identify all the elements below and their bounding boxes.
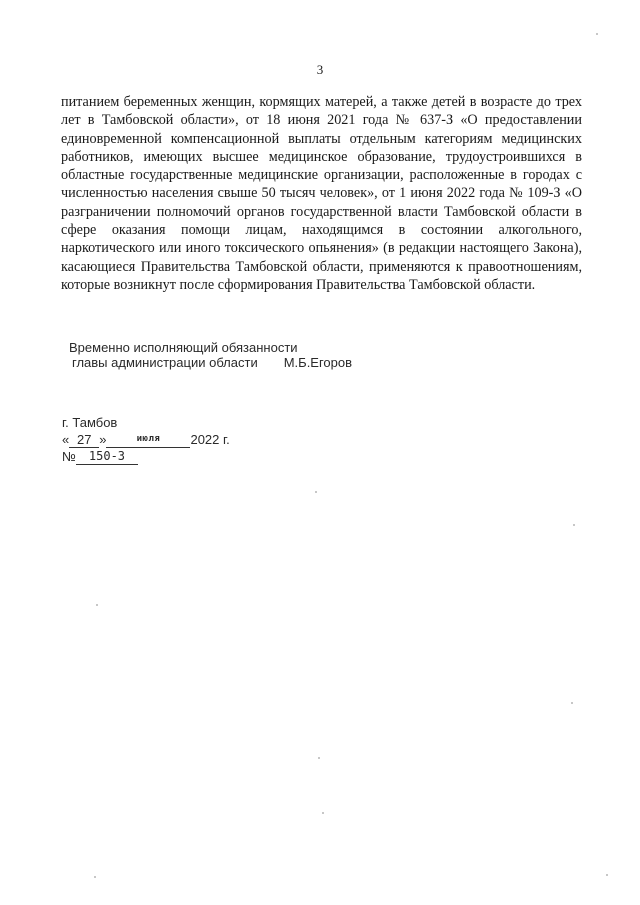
law-number: 150-З xyxy=(76,449,138,465)
city-row xyxy=(62,414,230,431)
date-open-quote: « xyxy=(62,432,70,447)
date-row xyxy=(62,431,230,448)
signature-block xyxy=(69,340,352,370)
scan-speck xyxy=(94,876,96,878)
scan-speck xyxy=(315,491,317,493)
date-close-quote: » xyxy=(99,432,107,447)
signer-name: М.Б.Егоров xyxy=(283,355,353,370)
signer-position-line2-row xyxy=(69,355,352,370)
place-date-block xyxy=(62,414,230,465)
scan-speck xyxy=(96,604,98,606)
scan-speck xyxy=(322,812,324,814)
date-year: 2022 г. xyxy=(190,432,230,447)
page-number: 3 xyxy=(316,62,324,77)
scan-speck xyxy=(596,33,598,35)
city: г. Тамбов xyxy=(62,415,118,430)
scan-speck xyxy=(573,524,575,526)
scan-speck xyxy=(606,874,608,876)
number-sign: № xyxy=(62,449,76,464)
scan-speck xyxy=(318,757,320,759)
number-row xyxy=(62,448,230,465)
date-month: июля xyxy=(106,432,190,448)
signer-position-line1: Временно исполняющий обязанности xyxy=(69,340,298,355)
scan-speck xyxy=(571,702,573,704)
body-paragraph: питанием беременных женщин, кормящих матерей, а также детей в возрасте до трех лет в Тамбовской области», от 18 июня 2021 года № 637-З «О предоставлении единовременной компенсационной выплаты отдельным категориям медицинских работников, имеющих высшее медицинское образование, трудоустроившихся в областные государственные медицинские организации, расположенные в городах с численностью населения свыше 50 тысяч человек», от 1 июня 2022 года № 109-З «О разграничении полномочий органов государственной власти Тамбовской области в сфере оказания помощи лицам, находящимся в состоянии алкогольного, наркотического или иного токсического опьянения» (в редакции настоящего Закона), касающиеся Правительства Тамбовской области, применяются к правоотношениям, которые возникнут после сформирования Правительства Тамбовской области. xyxy=(61,94,582,293)
signer-position-line2: главы администрации области xyxy=(72,355,258,370)
date-day: 27 xyxy=(69,432,99,448)
